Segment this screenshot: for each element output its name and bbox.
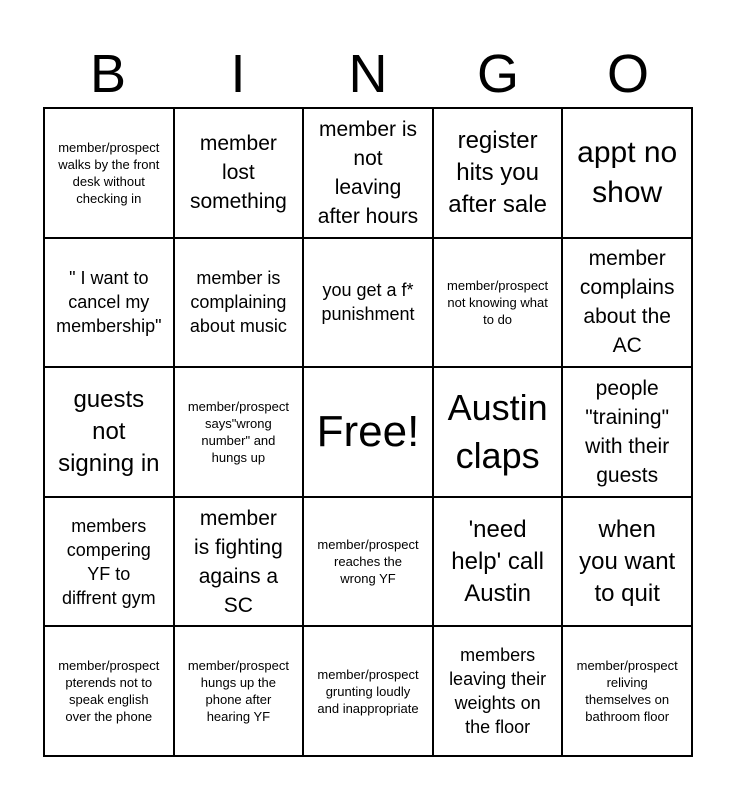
- header-letter-o: O: [606, 44, 649, 104]
- header-letter-i: I: [230, 44, 246, 104]
- bingo-square[interactable]: [174, 238, 304, 368]
- square-text: member/prospect pterends not to speak english over the phone: [58, 658, 160, 725]
- square-text: register hits you after sale: [448, 126, 547, 218]
- bingo-card: [43, 107, 693, 757]
- square-text: guests not signing in: [58, 385, 160, 477]
- square-text: member lost something: [189, 132, 287, 214]
- header-letter-b: B: [89, 44, 127, 104]
- square-text: member/prospect grunting loudly and inappropriate: [317, 666, 419, 716]
- square-text: 'need help' call Austin: [451, 515, 544, 607]
- bingo-square[interactable]: [44, 108, 174, 238]
- bingo-square[interactable]: [44, 238, 174, 368]
- bingo-square[interactable]: [303, 238, 433, 368]
- square-text: member/prospect not knowing what to do: [447, 277, 549, 327]
- square-text: member/prospect reliving themselves on bathroom floor: [576, 658, 678, 725]
- bingo-square[interactable]: [44, 367, 174, 497]
- square-text: member is not leaving after hours: [317, 117, 419, 228]
- square-text: member/prospect reaches the wrong YF: [317, 537, 419, 587]
- bingo-square[interactable]: [562, 108, 692, 238]
- bingo-square[interactable]: [174, 497, 304, 627]
- square-text: you get a f* punishment: [321, 280, 415, 325]
- square-text: appt no show: [577, 135, 678, 209]
- bingo-square[interactable]: [562, 626, 692, 756]
- bingo-square[interactable]: [433, 497, 563, 627]
- square-text: members leaving their weights on the floor: [449, 645, 547, 738]
- square-text: member is fighting agains a SC: [194, 506, 283, 617]
- bingo-square[interactable]: [562, 367, 692, 497]
- bingo-square[interactable]: [433, 626, 563, 756]
- bingo-square[interactable]: [174, 626, 304, 756]
- header-letter-g: G: [476, 44, 519, 104]
- square-text: " I want to cancel my membership": [56, 268, 162, 337]
- bingo-square[interactable]: [433, 238, 563, 368]
- bingo-header: [43, 40, 693, 108]
- header-letter-n: N: [348, 44, 388, 104]
- square-text: member/prospect walks by the front desk without checking in: [58, 139, 160, 206]
- bingo-square[interactable]: [433, 367, 563, 497]
- square-text: members compering YF to diffrent gym: [61, 515, 156, 608]
- square-text: member is complaining about music: [189, 268, 287, 337]
- bingo-square[interactable]: [433, 108, 563, 238]
- bingo-square[interactable]: [303, 626, 433, 756]
- bingo-square[interactable]: [44, 497, 174, 627]
- bingo-square[interactable]: [174, 367, 304, 497]
- square-text: when you want to quit: [579, 515, 676, 607]
- bingo-square[interactable]: [303, 108, 433, 238]
- square-text: member complains about the AC: [579, 247, 675, 358]
- free-square[interactable]: [303, 367, 433, 497]
- bingo-square[interactable]: [174, 108, 304, 238]
- bingo-square[interactable]: [562, 238, 692, 368]
- free-text: Free!: [316, 406, 420, 456]
- square-text: Austin claps: [447, 386, 548, 476]
- bingo-square[interactable]: [303, 497, 433, 627]
- bingo-square[interactable]: [562, 497, 692, 627]
- bingo-square[interactable]: [44, 626, 174, 756]
- square-text: member/prospect hungs up the phone after hearing YF: [187, 658, 289, 725]
- square-text: people "training" with their guests: [585, 377, 670, 487]
- square-text: member/prospect says"wrong number" and hungs up: [187, 398, 289, 465]
